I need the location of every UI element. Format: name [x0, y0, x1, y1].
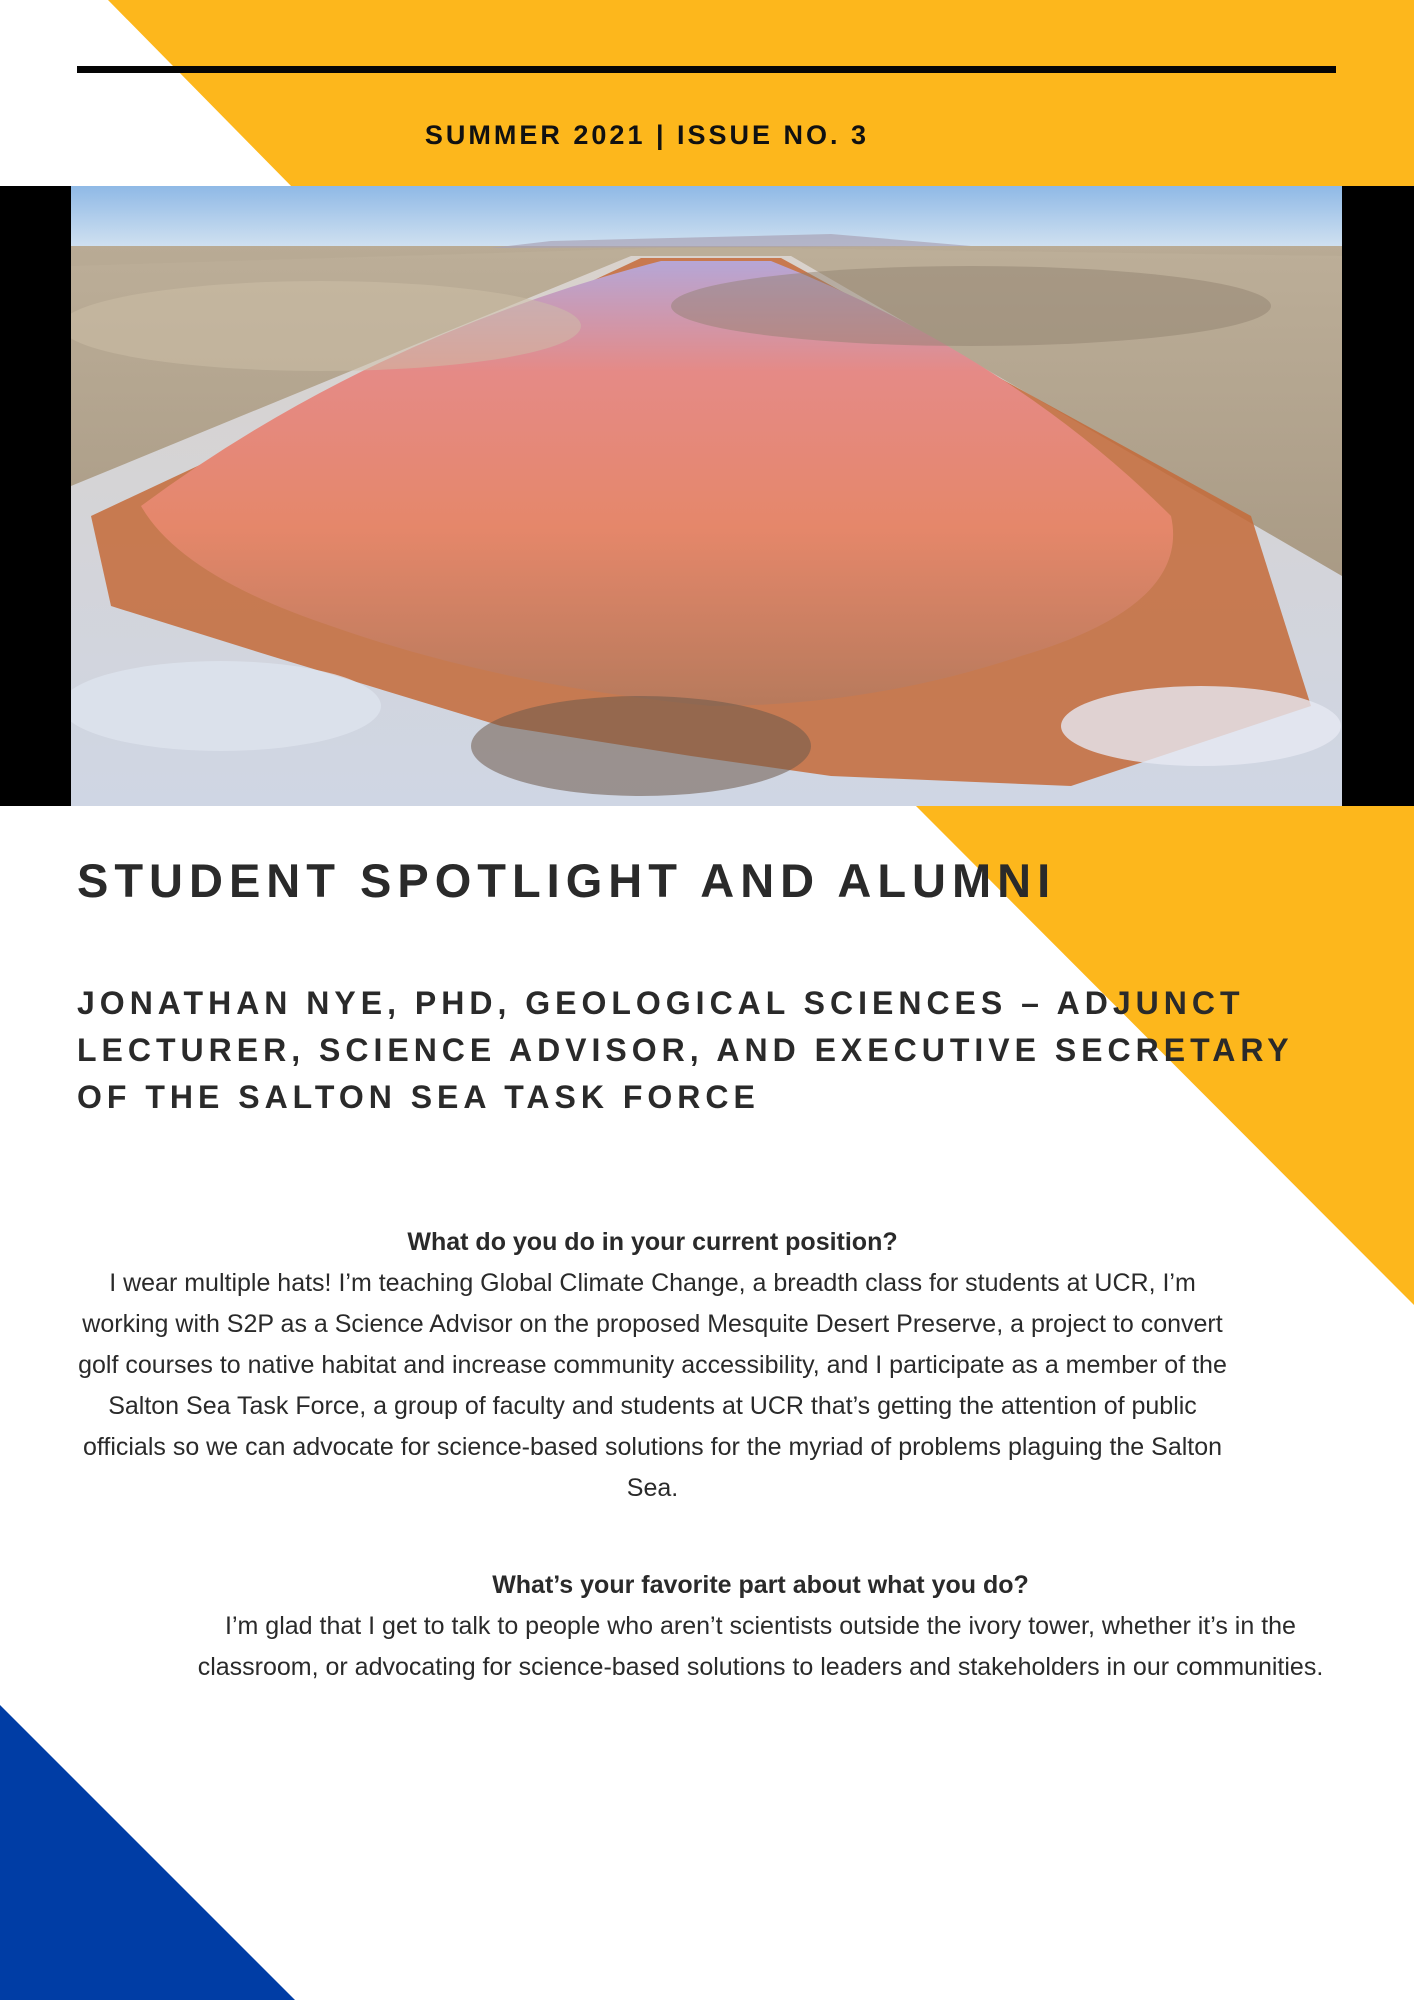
article-title: STUDENT SPOTLIGHT AND ALUMNI: [77, 854, 1057, 907]
issue-line: SUMMER 2021 | ISSUE NO. 3: [424, 120, 870, 150]
top-yellow-block: [108, 0, 1414, 190]
hero-photo-band: [0, 186, 1414, 806]
hero-photo-salton-sea-channel: [71, 186, 1342, 806]
qa-block-favorite-part: [182, 1565, 1339, 1688]
qa-block-current-position: [70, 1222, 1235, 1509]
answer-favorite-part: I’m glad that I get to talk to people who aren’t scientists outside the ivory tower, whether it’s in the classroom, or advocating for science-based solutions to leaders and stakeholders in our communities.: [197, 1612, 1324, 1681]
top-rule: [77, 66, 1336, 73]
question-current-position: What do you do in your current position?: [407, 1228, 898, 1256]
bottom-left-blue-triangle: [0, 1705, 295, 2000]
article-subtitle: JONATHAN NYE, PHD, GEOLOGICAL SCIENCES – ADJUNCT LECTURER, SCIENCE ADVISOR, AND EXECUTIVE SECRETARY OF THE SALTON SEA TASK FORCE: [77, 985, 1294, 1115]
answer-current-position: I wear multiple hats! I’m teaching Global Climate Change, a breadth class for students at UCR, I’m working with S2P as a Science Advisor on the proposed Mesquite Desert Preserve, a project to convert golf courses to native habitat and increase community accessibility, and I participate as a member of the Salton Sea Task Force, a group of faculty and students at UCR that’s getting the attention of public officials so we can advocate for science-based solutions for the myriad of problems plaguing the Salton Sea.: [78, 1269, 1227, 1502]
question-favorite-part: What’s your favorite part about what you do?: [492, 1571, 1029, 1599]
